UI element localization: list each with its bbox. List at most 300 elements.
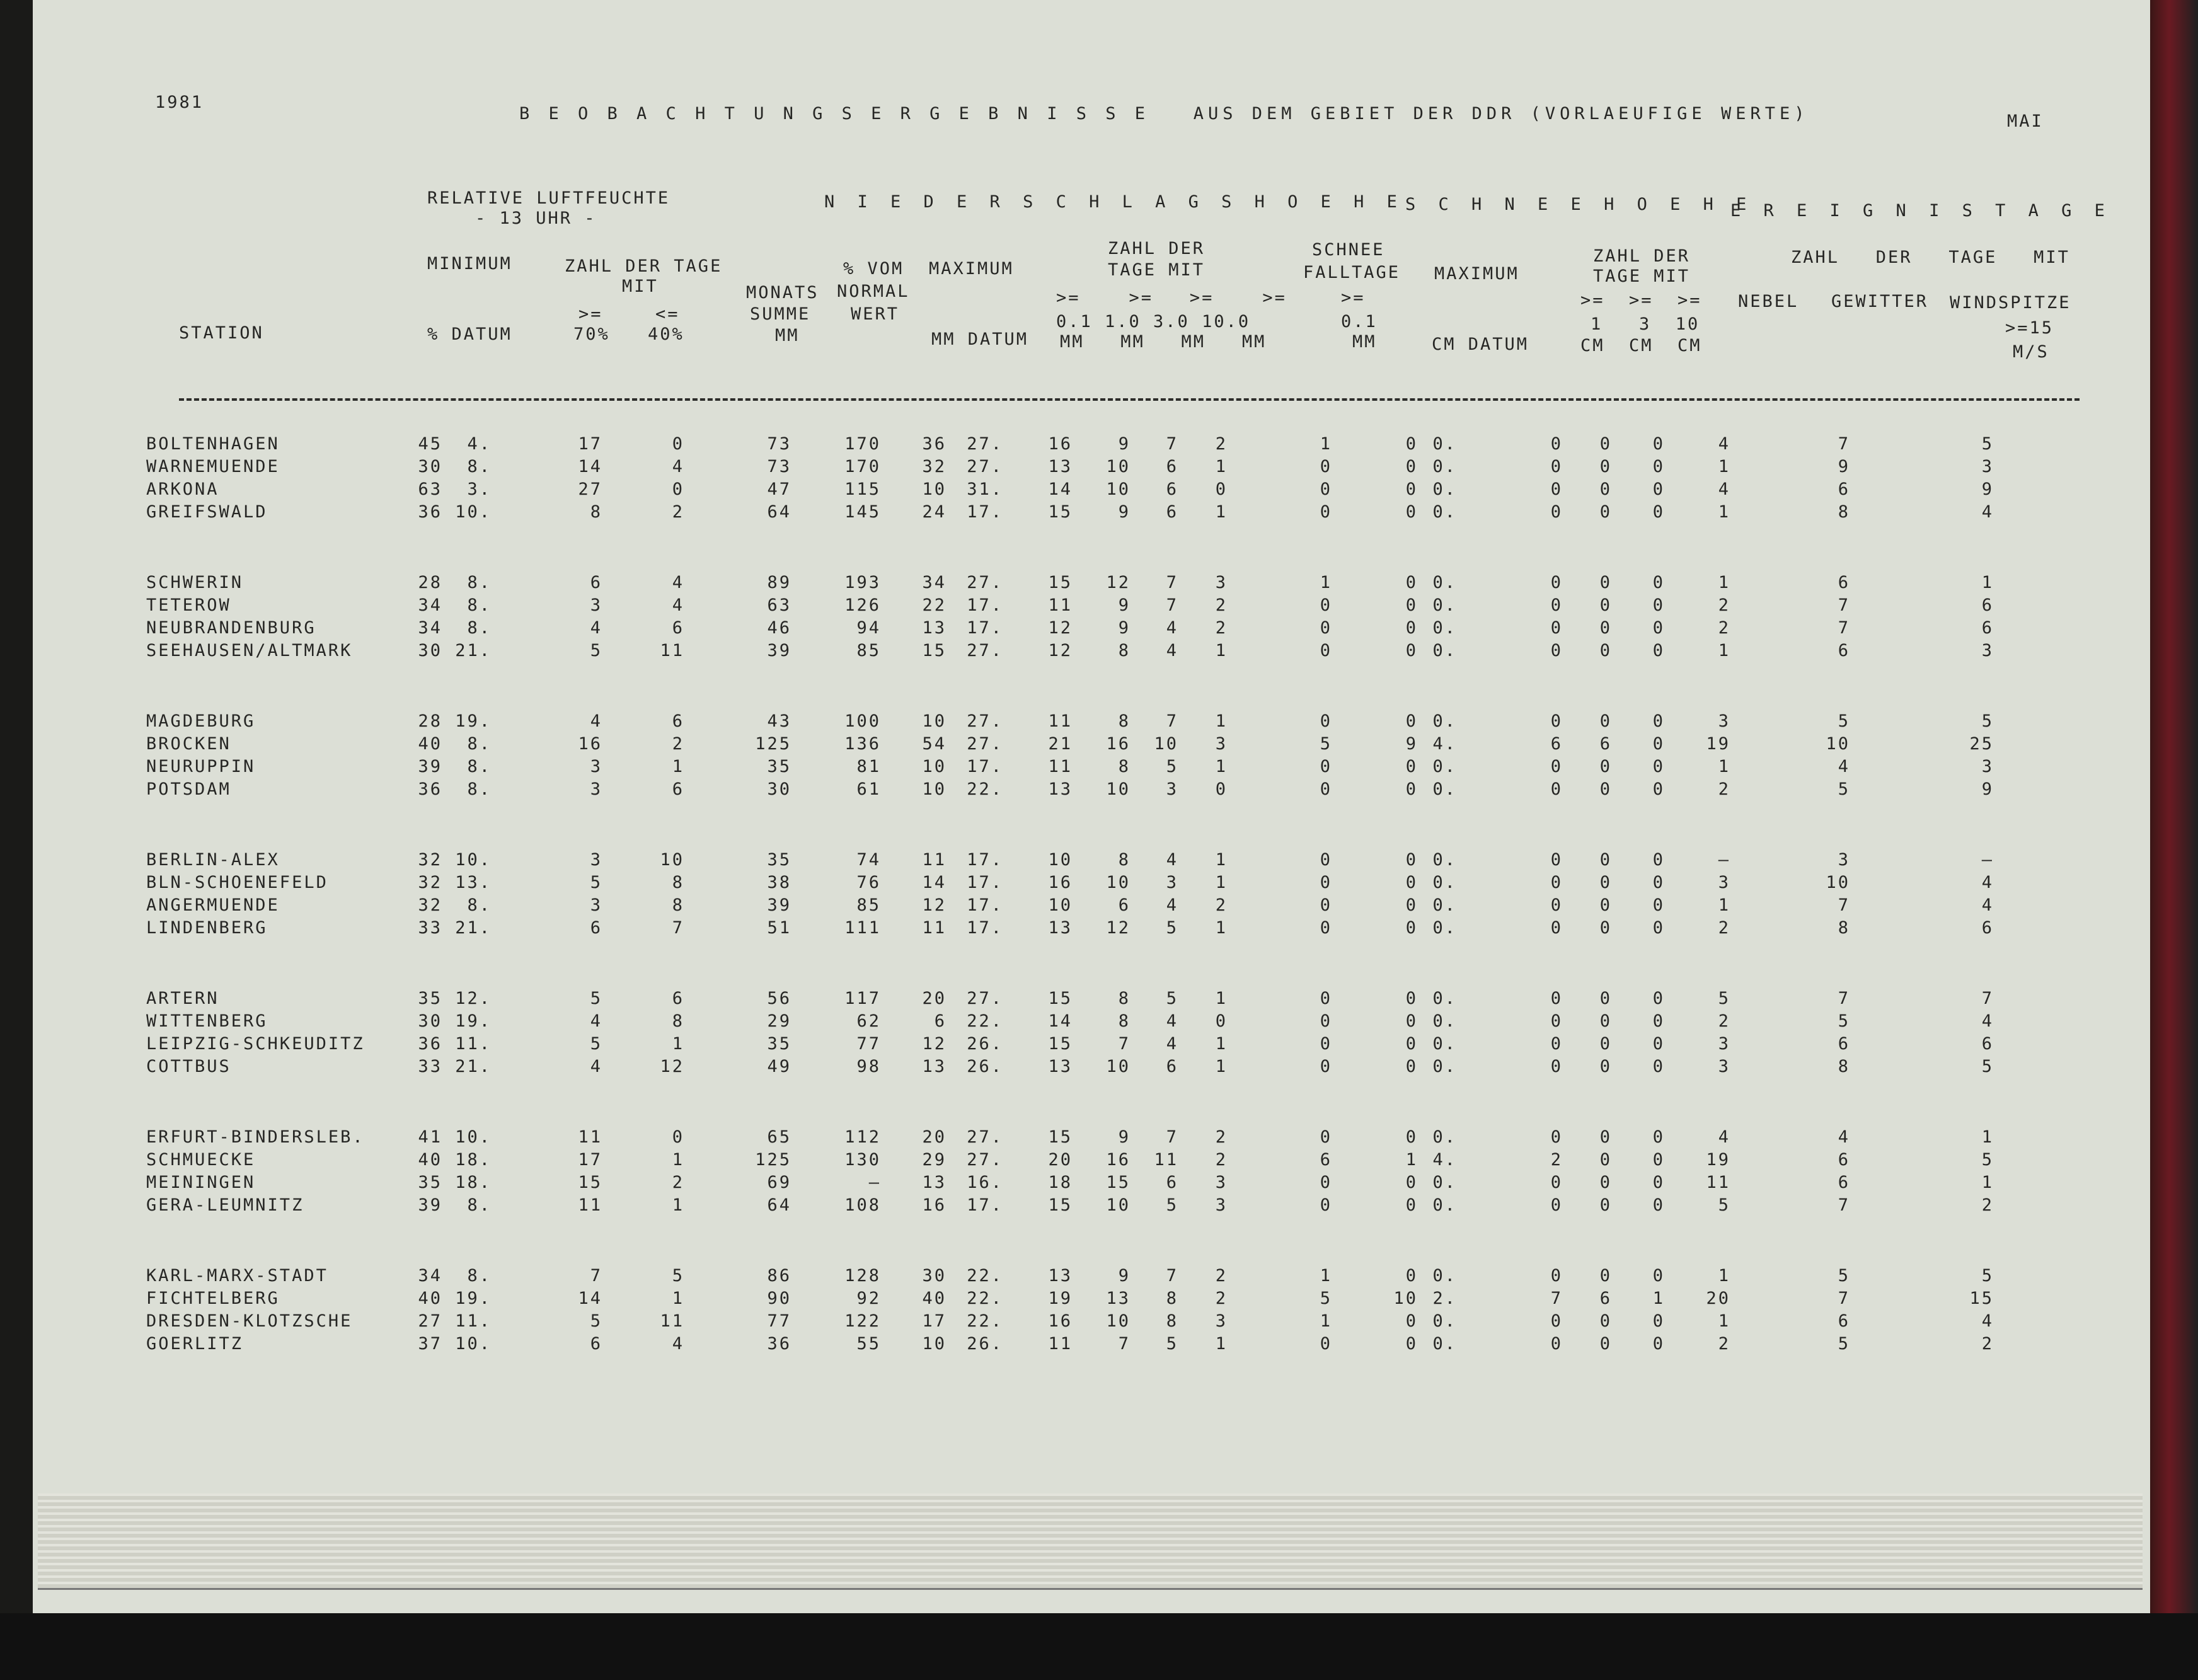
pct-normal: 126 [844,595,881,615]
snow-days-ge3: 0 [1599,1266,1612,1286]
nebel-days: 1 [1718,1266,1730,1286]
days-ge-10-0: 1 [1215,918,1228,938]
rh-min: 32 [418,895,442,915]
days-ge-1-0: 10 [1106,1311,1131,1331]
snow-days-ge3: 0 [1599,1195,1612,1215]
days-ge-3-0: 7 [1166,711,1178,731]
snow-days-ge1: 0 [1550,457,1563,476]
days-ge-10-0: 1 [1215,1034,1228,1054]
header-zahl-der-tage: ZAHL DER TAGE [565,256,723,276]
windspitze-days: 25 [1969,734,1994,754]
max-datum: 27. [967,1150,1003,1170]
windspitze-days: 15 [1969,1289,1994,1308]
windspitze-days: 4 [1981,502,1994,522]
snow-max-cm: 0 [1405,434,1418,454]
nebel-days: 2 [1718,1334,1730,1354]
station-name: BROCKEN [146,734,231,754]
snow-days-ge3: 0 [1599,1311,1612,1331]
max-mm: 32 [922,457,947,476]
days-ge-3-0: 4 [1166,850,1178,870]
snow-days-ge3: 0 [1599,711,1612,731]
station-name: SCHMUECKE [146,1150,256,1170]
snow-days-ge1: 0 [1550,757,1563,776]
snow-max-cm: 0 [1405,850,1418,870]
snowfall-days: 0 [1320,757,1332,776]
header-station: STATION [179,323,264,343]
snow-days-ge10: 0 [1652,1334,1665,1354]
rh-min: 37 [418,1334,442,1354]
windspitze-days: 5 [1981,1057,1994,1076]
snow-days-ge10: 0 [1652,502,1665,522]
days-ge-0-1: 11 [1048,711,1073,731]
snowfall-days: 0 [1320,618,1332,638]
days-ge-1-0: 7 [1118,1334,1131,1354]
snow-max-datum: 0. [1432,1011,1457,1031]
station-name: NEURUPPIN [146,757,256,776]
snow-days-ge1: 6 [1550,734,1563,754]
days-ge-0-1: 21 [1048,734,1073,754]
page-stack-edge [38,1493,2143,1590]
snow-days-ge3: 0 [1599,502,1612,522]
snow-days-ge1: 0 [1550,502,1563,522]
days-ge-0-1: 13 [1048,457,1073,476]
days-le40: 2 [672,734,684,754]
gewitter-days: 7 [1838,1195,1850,1215]
days-ge-0-1: 15 [1048,1195,1073,1215]
monthly-sum: 64 [767,1195,791,1215]
days-ge-3-0: 3 [1166,873,1178,892]
header-mm: MM [775,326,800,345]
snow-days-ge1: 0 [1550,850,1563,870]
year: 1981 [155,93,204,112]
days-ge-3-0: 8 [1166,1289,1178,1308]
rh-min-datum: 4. [467,434,492,454]
pct-normal: 128 [844,1266,881,1286]
days-ge-1-0: 12 [1106,918,1131,938]
nebel-days: 5 [1718,1195,1730,1215]
snowfall-days: 0 [1320,480,1332,499]
month: MAI [2007,112,2044,131]
days-ge-0-1: 16 [1048,1311,1073,1331]
rh-min: 33 [418,1057,442,1076]
max-datum: 27. [967,734,1003,754]
rh-min-datum: 11. [455,1311,492,1331]
days-ge-0-1: 12 [1048,618,1073,638]
windspitze-days: 4 [1981,873,1994,892]
days-le40: 0 [672,480,684,499]
snow-max-datum: 4. [1432,1150,1457,1170]
header-gewitter: GEWITTER [1831,292,1929,311]
page-title: B E O B A C H T U N G S E R G E B N I S S E AUS DEM GEBIET DER DDR (VORLAEUFIGE WERTE) [519,104,1809,124]
days-le40: 1 [672,757,684,776]
rh-min: 28 [418,573,442,592]
days-ge-10-0: 0 [1215,1011,1228,1031]
book-spine [2150,0,2198,1613]
days-ge-10-0: 2 [1215,434,1228,454]
station-name: POTSDAM [146,780,231,799]
rh-min: 41 [418,1127,442,1147]
header-ns-ge: >= >= >= >= [1056,288,1287,308]
days-ge-1-0: 9 [1118,1127,1131,1147]
pct-normal: 76 [856,873,881,892]
header-maximum-sh: MAXIMUM [1434,264,1519,284]
monthly-sum: 38 [767,873,791,892]
monthly-sum: 77 [767,1311,791,1331]
snow-days-ge10: 0 [1652,989,1665,1008]
days-le40: 8 [672,1011,684,1031]
snow-max-datum: 0. [1432,1127,1457,1147]
snowfall-days: 0 [1320,850,1332,870]
gewitter-days: 6 [1838,573,1850,592]
header-cm-datum: CM DATUM [1432,335,1529,354]
days-ge70: 5 [590,873,602,892]
nebel-days: 2 [1718,595,1730,615]
days-ge-0-1: 13 [1048,780,1073,799]
snowfall-days: 0 [1320,1011,1332,1031]
rh-min-datum: 8. [467,457,492,476]
header-zahl-der-tage-mit: ZAHL DER TAGE MIT [1791,248,2070,267]
days-le40: 8 [672,873,684,892]
snow-days-ge3: 0 [1599,1011,1612,1031]
days-ge-10-0: 2 [1215,618,1228,638]
snow-days-ge10: 0 [1652,1173,1665,1192]
snow-days-ge10: 0 [1652,595,1665,615]
max-mm: 13 [922,618,947,638]
rh-min: 40 [418,734,442,754]
days-ge-10-0: 3 [1215,1195,1228,1215]
max-datum: 27. [967,457,1003,476]
nebel-days: 4 [1718,1127,1730,1147]
monthly-sum: 43 [767,711,791,731]
gewitter-days: 9 [1838,457,1850,476]
max-mm: 30 [922,1266,947,1286]
snow-days-ge3: 0 [1599,595,1612,615]
days-ge-1-0: 8 [1118,711,1131,731]
days-le40: 12 [660,1057,684,1076]
days-ge70: 3 [590,895,602,915]
snowfall-days: 5 [1320,1289,1332,1308]
rh-min-datum: 8. [467,1266,492,1286]
days-ge-3-0: 4 [1166,618,1178,638]
days-ge-0-1: 13 [1048,918,1073,938]
station-name: COTTBUS [146,1057,231,1076]
days-ge-3-0: 6 [1166,480,1178,499]
days-ge-3-0: 4 [1166,1011,1178,1031]
windspitze-days: 6 [1981,595,1994,615]
pct-normal: 170 [844,457,881,476]
snow-days-ge1: 0 [1550,989,1563,1008]
snow-days-ge10: 0 [1652,873,1665,892]
days-ge-0-1: 15 [1048,1034,1073,1054]
days-ge-3-0: 11 [1154,1150,1178,1170]
days-ge-1-0: 10 [1106,1057,1131,1076]
header-monats: MONATS [746,283,819,302]
snow-days-ge3: 0 [1599,757,1612,776]
rh-min: 30 [418,457,442,476]
pct-normal: 85 [856,895,881,915]
max-mm: 10 [922,780,947,799]
snow-max-datum: 0. [1432,1311,1457,1331]
days-ge-10-0: 2 [1215,1150,1228,1170]
monthly-sum: 90 [767,1289,791,1308]
days-ge70: 14 [578,457,602,476]
days-le40: 4 [672,1334,684,1354]
rh-min-datum: 8. [467,734,492,754]
rh-min: 32 [418,850,442,870]
snow-max-cm: 0 [1405,1311,1418,1331]
header-mit: MIT [622,277,659,296]
pct-normal: 100 [844,711,881,731]
monthly-sum: 51 [767,918,791,938]
days-ge-0-1: 15 [1048,989,1073,1008]
header-70pct: 70% [573,325,610,344]
snow-days-ge1: 0 [1550,1127,1563,1147]
monthly-sum: 49 [767,1057,791,1076]
gewitter-days: 6 [1838,1173,1850,1192]
snow-days-ge1: 0 [1550,1173,1563,1192]
snow-max-datum: 0. [1432,850,1457,870]
snowfall-days: 0 [1320,595,1332,615]
snow-days-ge10: 0 [1652,641,1665,660]
snow-days-ge1: 2 [1550,1150,1563,1170]
snowfall-days: 6 [1320,1150,1332,1170]
rh-min-datum: 8. [467,757,492,776]
max-mm: 17 [922,1311,947,1331]
nebel-days: 1 [1718,757,1730,776]
snow-max-datum: 0. [1432,1034,1457,1054]
station-name: GREIFSWALD [146,502,268,522]
nebel-days: 19 [1706,1150,1730,1170]
rh-min-datum: 8. [467,1195,492,1215]
days-ge-1-0: 10 [1106,780,1131,799]
monthly-sum: 30 [767,780,791,799]
max-mm: 10 [922,711,947,731]
days-ge-0-1: 10 [1048,850,1073,870]
rh-min: 39 [418,1195,442,1215]
days-le40: 1 [672,1150,684,1170]
header-pct-vom: % VOM [843,259,904,279]
nebel-days: 3 [1718,711,1730,731]
windspitze-days: 3 [1981,457,1994,476]
snow-max-cm: 0 [1405,780,1418,799]
max-datum: 27. [967,434,1003,454]
snow-days-ge3: 0 [1599,1057,1612,1076]
rh-min-datum: 8. [467,780,492,799]
gewitter-days: 6 [1838,1034,1850,1054]
header-tage-mit-ns: TAGE MIT [1108,260,1205,280]
snow-days-ge3: 0 [1599,573,1612,592]
days-ge-3-0: 5 [1166,918,1178,938]
gewitter-days: 5 [1838,1334,1850,1354]
header-wind-unit: M/S [2013,342,2049,362]
days-ge-10-0: 0 [1215,480,1228,499]
days-ge-3-0: 4 [1166,1034,1178,1054]
pct-normal: 62 [856,1011,881,1031]
rh-min-datum: 19. [455,1011,492,1031]
gewitter-days: 7 [1838,1289,1850,1308]
header-schneehoehe: S C H N E E H O E H E [1405,195,1753,214]
days-le40: 0 [672,1127,684,1147]
nebel-days: 2 [1718,918,1730,938]
pct-normal: 130 [844,1150,881,1170]
days-ge-10-0: 1 [1215,1057,1228,1076]
station-name: DRESDEN-KLOTZSCHE [146,1311,353,1331]
gewitter-days: 5 [1838,1266,1850,1286]
monthly-sum: 125 [755,1150,791,1170]
days-ge-3-0: 7 [1166,434,1178,454]
max-mm: 54 [922,734,947,754]
header-falltage-ge: >= [1341,288,1366,308]
gewitter-days: 6 [1838,480,1850,499]
days-ge-3-0: 6 [1166,1173,1178,1192]
nebel-days: 1 [1718,895,1730,915]
max-datum: 17. [967,502,1003,522]
monthly-sum: 36 [767,1334,791,1354]
windspitze-days: 7 [1981,989,1994,1008]
max-mm: 11 [922,918,947,938]
gewitter-days: 5 [1838,780,1850,799]
snow-max-cm: 0 [1405,1057,1418,1076]
snow-days-ge1: 0 [1550,618,1563,638]
snow-max-cm: 0 [1405,457,1418,476]
rh-min: 40 [418,1150,442,1170]
monthly-sum: 29 [767,1011,791,1031]
rh-min: 35 [418,1173,442,1192]
days-ge-3-0: 4 [1166,895,1178,915]
max-datum: 31. [967,480,1003,499]
days-ge-1-0: 8 [1118,989,1131,1008]
rh-min: 45 [418,434,442,454]
max-datum: 17. [967,757,1003,776]
snow-days-ge1: 0 [1550,1311,1563,1331]
days-ge-0-1: 16 [1048,873,1073,892]
days-ge70: 27 [578,480,602,499]
snow-max-cm: 0 [1405,711,1418,731]
snow-max-cm: 10 [1393,1289,1418,1308]
snow-max-datum: 0. [1432,873,1457,892]
nebel-days: 1 [1718,1311,1730,1331]
snow-days-ge10: 0 [1652,734,1665,754]
station-name: ERFURT-BINDERSLEB. [146,1127,365,1147]
station-name: BOLTENHAGEN [146,434,280,454]
station-name: ARKONA [146,480,219,499]
monthly-sum: 63 [767,595,791,615]
snowfall-days: 1 [1320,1266,1332,1286]
rh-min: 34 [418,618,442,638]
rh-min-datum: 11. [455,1034,492,1054]
days-ge-1-0: 15 [1106,1173,1131,1192]
header-ns-mm: MM MM MM MM [1060,332,1267,352]
gewitter-days: 10 [1826,873,1850,892]
rh-min: 36 [418,502,442,522]
snow-max-datum: 0. [1432,1057,1457,1076]
days-ge70: 4 [590,1011,602,1031]
snow-max-cm: 0 [1405,1034,1418,1054]
gewitter-days: 8 [1838,918,1850,938]
days-ge-10-0: 2 [1215,1289,1228,1308]
station-name: BERLIN-ALEX [146,850,280,870]
snow-max-datum: 2. [1432,1289,1457,1308]
days-ge70: 4 [590,618,602,638]
days-ge-3-0: 4 [1166,641,1178,660]
header-40pct: 40% [648,325,684,344]
snow-max-datum: 0. [1432,502,1457,522]
rh-min: 32 [418,873,442,892]
pct-normal: 112 [844,1127,881,1147]
snow-max-datum: 0. [1432,1334,1457,1354]
days-ge-3-0: 5 [1166,1195,1178,1215]
max-mm: 20 [922,1127,947,1147]
gewitter-days: 7 [1838,434,1850,454]
header-zahl-der-ns: ZAHL DER [1108,239,1205,258]
snow-max-cm: 9 [1405,734,1418,754]
max-datum: 22. [967,1011,1003,1031]
days-ge-1-0: 16 [1106,734,1131,754]
days-ge70: 6 [590,1334,602,1354]
nebel-days: 1 [1718,573,1730,592]
rh-min: 40 [418,1289,442,1308]
max-datum: 17. [967,850,1003,870]
snow-days-ge10: 0 [1652,711,1665,731]
snow-days-ge1: 0 [1550,1057,1563,1076]
max-datum: 16. [967,1173,1003,1192]
monthly-sum: 69 [767,1173,791,1192]
pct-normal: — [868,1173,881,1192]
windspitze-days: — [1981,850,1994,870]
pct-normal: 55 [856,1334,881,1354]
rh-min: 35 [418,989,442,1008]
days-ge-1-0: 9 [1118,1266,1131,1286]
windspitze-days: 6 [1981,918,1994,938]
monthly-sum: 56 [767,989,791,1008]
windspitze-days: 6 [1981,618,1994,638]
days-ge-1-0: 10 [1106,480,1131,499]
pct-normal: 108 [844,1195,881,1215]
nebel-days: 5 [1718,989,1730,1008]
days-ge-10-0: 3 [1215,1311,1228,1331]
snowfall-days: 0 [1320,1195,1332,1215]
days-le40: 2 [672,1173,684,1192]
days-ge-3-0: 6 [1166,1057,1178,1076]
days-ge-10-0: 0 [1215,780,1228,799]
snow-max-datum: 0. [1432,595,1457,615]
snowfall-days: 0 [1320,457,1332,476]
header-wind-thresh: >=15 [2005,318,2054,338]
snow-max-datum: 0. [1432,480,1457,499]
days-ge70: 5 [590,1034,602,1054]
pct-normal: 122 [844,1311,881,1331]
nebel-days: 19 [1706,734,1730,754]
windspitze-days: 1 [1981,573,1994,592]
header-falltage-mm: MM [1352,332,1377,352]
station-name: WARNEMUENDE [146,457,280,476]
days-le40: 11 [660,641,684,660]
monthly-sum: 35 [767,757,791,776]
station-name: KARL-MARX-STADT [146,1266,328,1286]
windspitze-days: 6 [1981,1034,1994,1054]
snowfall-days: 0 [1320,918,1332,938]
max-mm: 22 [922,595,947,615]
days-ge-10-0: 1 [1215,641,1228,660]
snow-days-ge1: 0 [1550,1266,1563,1286]
rh-min: 30 [418,1011,442,1031]
snow-days-ge3: 6 [1599,734,1612,754]
windspitze-days: 5 [1981,1150,1994,1170]
days-le40: 7 [672,918,684,938]
days-le40: 8 [672,895,684,915]
nebel-days: 3 [1718,873,1730,892]
snow-days-ge3: 0 [1599,1127,1612,1147]
